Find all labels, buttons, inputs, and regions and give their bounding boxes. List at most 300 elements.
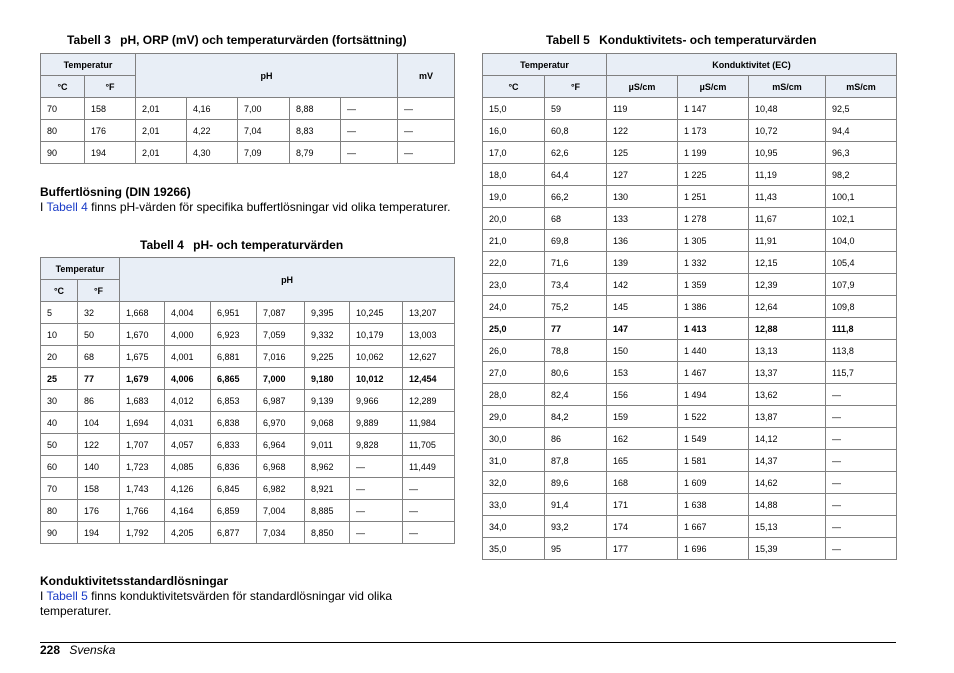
table-cell: — bbox=[341, 142, 398, 164]
table-cell: 10,062 bbox=[350, 346, 403, 368]
table-row bbox=[41, 522, 455, 544]
table-cell: 18,0 bbox=[483, 164, 545, 186]
table-cell: 109,8 bbox=[826, 296, 897, 318]
table-cell: 1 413 bbox=[678, 318, 749, 340]
table-cell: 12,15 bbox=[749, 252, 826, 274]
table-row bbox=[41, 142, 455, 164]
table-cell: 11,449 bbox=[403, 456, 455, 478]
table-row bbox=[41, 390, 455, 412]
table5-caption-number: Tabell 5 bbox=[546, 33, 590, 47]
table-cell: 86 bbox=[545, 428, 607, 450]
table-cell: 1,694 bbox=[120, 412, 165, 434]
table-cell: 171 bbox=[607, 494, 678, 516]
table-cell: 14,62 bbox=[749, 472, 826, 494]
table-cell: 8,88 bbox=[290, 98, 341, 120]
table-cell: 90 bbox=[41, 142, 85, 164]
page-number: 228 bbox=[40, 643, 61, 657]
table-cell: 12,39 bbox=[749, 274, 826, 296]
table-cell: 139 bbox=[607, 252, 678, 274]
table-cell: 23,0 bbox=[483, 274, 545, 296]
table-row bbox=[483, 428, 897, 450]
table-cell: 100,1 bbox=[826, 186, 897, 208]
table-cell: 11,43 bbox=[749, 186, 826, 208]
table3-header-mv: mV bbox=[398, 54, 455, 98]
table-cell: 14,88 bbox=[749, 494, 826, 516]
table-cell: 68 bbox=[78, 346, 120, 368]
table-cell: 104 bbox=[78, 412, 120, 434]
table4-header-celsius: °C bbox=[41, 280, 78, 302]
table-cell: 8,962 bbox=[305, 456, 350, 478]
table-cell: 156 bbox=[607, 384, 678, 406]
table-row bbox=[483, 494, 897, 516]
table5-header-fahrenheit: °F bbox=[545, 76, 607, 98]
table-cell: 93,2 bbox=[545, 516, 607, 538]
table-cell: 8,850 bbox=[305, 522, 350, 544]
table-cell: 2,01 bbox=[136, 120, 187, 142]
table-cell: 78,8 bbox=[545, 340, 607, 362]
table-cell: 1,707 bbox=[120, 434, 165, 456]
table-cell: 15,0 bbox=[483, 98, 545, 120]
table-row bbox=[483, 340, 897, 362]
table-cell: 4,126 bbox=[165, 478, 211, 500]
table-cell: 9,225 bbox=[305, 346, 350, 368]
table-cell: 11,19 bbox=[749, 164, 826, 186]
table-cell: 9,068 bbox=[305, 412, 350, 434]
table-row bbox=[483, 362, 897, 384]
table-cell: — bbox=[826, 428, 897, 450]
table-cell: 6,987 bbox=[257, 390, 305, 412]
table-cell: 6,970 bbox=[257, 412, 305, 434]
page-language: Svenska bbox=[69, 643, 116, 657]
table-cell: 1,679 bbox=[120, 368, 165, 390]
table-cell: 82,4 bbox=[545, 384, 607, 406]
table-cell: 6,865 bbox=[211, 368, 257, 390]
table-cell: 13,87 bbox=[749, 406, 826, 428]
table-cell: 9,180 bbox=[305, 368, 350, 390]
table-cell: 98,2 bbox=[826, 164, 897, 186]
table-cell: 77 bbox=[78, 368, 120, 390]
table-cell: 2,01 bbox=[136, 142, 187, 164]
table-cell: 1,668 bbox=[120, 302, 165, 324]
table-cell: 130 bbox=[607, 186, 678, 208]
table5-header-ms-cm-2: mS/cm bbox=[826, 76, 897, 98]
table-cell: 29,0 bbox=[483, 406, 545, 428]
table-cell: 7,00 bbox=[238, 98, 290, 120]
conductivity-text-pre: I bbox=[40, 589, 47, 603]
table-cell: 177 bbox=[607, 538, 678, 560]
table-cell: 176 bbox=[78, 500, 120, 522]
table-cell: 162 bbox=[607, 428, 678, 450]
table-cell: 153 bbox=[607, 362, 678, 384]
table-cell: 9,011 bbox=[305, 434, 350, 456]
table-cell: 75,2 bbox=[545, 296, 607, 318]
table-cell: 133 bbox=[607, 208, 678, 230]
buffer-text-pre: I bbox=[40, 200, 47, 214]
table-cell: 33,0 bbox=[483, 494, 545, 516]
table-cell: 13,13 bbox=[749, 340, 826, 362]
table-row bbox=[483, 98, 897, 120]
table-row bbox=[483, 142, 897, 164]
table-row bbox=[483, 472, 897, 494]
table-cell: — bbox=[826, 406, 897, 428]
table-row bbox=[41, 346, 455, 368]
table5 bbox=[482, 53, 897, 560]
table-cell: 159 bbox=[607, 406, 678, 428]
table-cell: 68 bbox=[545, 208, 607, 230]
table-cell: 30 bbox=[41, 390, 78, 412]
table-cell: 4,000 bbox=[165, 324, 211, 346]
table-cell: 4,16 bbox=[187, 98, 238, 120]
table4-header-ph: pH bbox=[120, 258, 455, 302]
table-cell: 1 251 bbox=[678, 186, 749, 208]
table-cell: 32 bbox=[78, 302, 120, 324]
table-cell: 158 bbox=[85, 98, 136, 120]
table4-caption-number: Tabell 4 bbox=[140, 238, 184, 252]
table-cell: 4,057 bbox=[165, 434, 211, 456]
table-cell: 1 667 bbox=[678, 516, 749, 538]
table-cell: — bbox=[350, 522, 403, 544]
table-cell: 13,62 bbox=[749, 384, 826, 406]
table-cell: 6,951 bbox=[211, 302, 257, 324]
table-cell: 71,6 bbox=[545, 252, 607, 274]
table-cell: 1,723 bbox=[120, 456, 165, 478]
table-row bbox=[483, 538, 897, 560]
table-cell: 50 bbox=[78, 324, 120, 346]
table-row bbox=[41, 368, 455, 390]
table-cell: 14,37 bbox=[749, 450, 826, 472]
table4-caption bbox=[140, 238, 343, 252]
table-cell: 9,395 bbox=[305, 302, 350, 324]
table-cell: 13,37 bbox=[749, 362, 826, 384]
table-cell: — bbox=[403, 500, 455, 522]
table5-caption-text: Konduktivitets- och temperaturvärden bbox=[599, 33, 817, 47]
table5-header-us-cm-1: µS/cm bbox=[607, 76, 678, 98]
table-cell: 24,0 bbox=[483, 296, 545, 318]
table-cell: 6,845 bbox=[211, 478, 257, 500]
table-cell: 1 147 bbox=[678, 98, 749, 120]
table-cell: 19,0 bbox=[483, 186, 545, 208]
buffer-text-post: finns pH-värden för specifika buffertlösningar vid olika temperaturer. bbox=[87, 200, 451, 214]
table-cell: 6,859 bbox=[211, 500, 257, 522]
table4-header-temperature: Temperatur bbox=[41, 258, 120, 280]
table-cell: 31,0 bbox=[483, 450, 545, 472]
table-row bbox=[483, 516, 897, 538]
table-cell: 17,0 bbox=[483, 142, 545, 164]
table3-header-celsius: °C bbox=[41, 76, 85, 98]
table-cell: 34,0 bbox=[483, 516, 545, 538]
buffer-paragraph bbox=[40, 200, 454, 215]
table-cell: 40 bbox=[41, 412, 78, 434]
table-cell: 4,205 bbox=[165, 522, 211, 544]
table-cell: 16,0 bbox=[483, 120, 545, 142]
table-cell: 10,48 bbox=[749, 98, 826, 120]
table-cell: 102,1 bbox=[826, 208, 897, 230]
table-cell: 4,012 bbox=[165, 390, 211, 412]
table-cell: 1 386 bbox=[678, 296, 749, 318]
table-cell: 174 bbox=[607, 516, 678, 538]
table-cell: 1 638 bbox=[678, 494, 749, 516]
table-cell: 28,0 bbox=[483, 384, 545, 406]
table-row bbox=[41, 456, 455, 478]
table-cell: 1 332 bbox=[678, 252, 749, 274]
table-cell: 142 bbox=[607, 274, 678, 296]
table-cell: 1 359 bbox=[678, 274, 749, 296]
table-cell: 4,085 bbox=[165, 456, 211, 478]
table5-header-us-cm-2: µS/cm bbox=[678, 76, 749, 98]
table-row bbox=[483, 164, 897, 186]
table-cell: — bbox=[341, 120, 398, 142]
table-cell: 69,8 bbox=[545, 230, 607, 252]
table-cell: 12,627 bbox=[403, 346, 455, 368]
table-cell: — bbox=[398, 98, 455, 120]
table-cell: — bbox=[350, 500, 403, 522]
table-row bbox=[483, 406, 897, 428]
table-cell: 59 bbox=[545, 98, 607, 120]
table-cell: 115,7 bbox=[826, 362, 897, 384]
table-cell: 13,003 bbox=[403, 324, 455, 346]
table-cell: 136 bbox=[607, 230, 678, 252]
table-cell: 9,332 bbox=[305, 324, 350, 346]
table-cell: 27,0 bbox=[483, 362, 545, 384]
table-cell: 4,004 bbox=[165, 302, 211, 324]
table-cell: — bbox=[398, 142, 455, 164]
table-cell: 9,828 bbox=[350, 434, 403, 456]
table3-header-ph: pH bbox=[136, 54, 398, 98]
conductivity-text-post: finns konduktivitetsvärden för standardlösningar vid olika temperaturer. bbox=[40, 589, 392, 618]
table-cell: 1,670 bbox=[120, 324, 165, 346]
table-cell: 1 225 bbox=[678, 164, 749, 186]
table-row bbox=[483, 120, 897, 142]
table-row bbox=[41, 478, 455, 500]
table-cell: 6,836 bbox=[211, 456, 257, 478]
table-cell: 127 bbox=[607, 164, 678, 186]
conductivity-section-title: Konduktivitetsstandardlösningar bbox=[40, 574, 229, 588]
table-cell: 8,79 bbox=[290, 142, 341, 164]
table-cell: 5 bbox=[41, 302, 78, 324]
table-cell: 1,743 bbox=[120, 478, 165, 500]
table3-caption-number: Tabell 3 bbox=[67, 33, 111, 47]
table-cell: 10,245 bbox=[350, 302, 403, 324]
table-cell: 1,675 bbox=[120, 346, 165, 368]
table-cell: 96,3 bbox=[826, 142, 897, 164]
table-cell: — bbox=[403, 522, 455, 544]
table-cell: 25,0 bbox=[483, 318, 545, 340]
table-cell: 7,016 bbox=[257, 346, 305, 368]
table-cell: — bbox=[403, 478, 455, 500]
table-cell: 14,12 bbox=[749, 428, 826, 450]
table5-header-conductivity: Konduktivitet (EC) bbox=[607, 54, 897, 76]
table-cell: 1 440 bbox=[678, 340, 749, 362]
table-cell: 7,09 bbox=[238, 142, 290, 164]
table-cell: 122 bbox=[607, 120, 678, 142]
table-cell: 7,059 bbox=[257, 324, 305, 346]
table-cell: 1,683 bbox=[120, 390, 165, 412]
table-cell: 6,833 bbox=[211, 434, 257, 456]
table-cell: 1 467 bbox=[678, 362, 749, 384]
table-row bbox=[483, 450, 897, 472]
table-cell: — bbox=[350, 478, 403, 500]
table-cell: — bbox=[826, 516, 897, 538]
table-cell: 12,454 bbox=[403, 368, 455, 390]
table-cell: 1 581 bbox=[678, 450, 749, 472]
table-cell: 6,982 bbox=[257, 478, 305, 500]
table-cell: 168 bbox=[607, 472, 678, 494]
table5-caption bbox=[546, 33, 817, 47]
table-row bbox=[41, 324, 455, 346]
table-cell: 73,4 bbox=[545, 274, 607, 296]
table3 bbox=[40, 53, 455, 164]
table-cell: 2,01 bbox=[136, 98, 187, 120]
table-cell: 150 bbox=[607, 340, 678, 362]
page-footer bbox=[40, 643, 115, 657]
table-cell: 95 bbox=[545, 538, 607, 560]
table-cell: 26,0 bbox=[483, 340, 545, 362]
table-cell: 119 bbox=[607, 98, 678, 120]
table-cell: 10,179 bbox=[350, 324, 403, 346]
table-cell: 158 bbox=[78, 478, 120, 500]
table-cell: — bbox=[350, 456, 403, 478]
table-cell: 6,964 bbox=[257, 434, 305, 456]
table-cell: 1 549 bbox=[678, 428, 749, 450]
table-cell: — bbox=[826, 472, 897, 494]
table-cell: 66,2 bbox=[545, 186, 607, 208]
table-cell: 8,885 bbox=[305, 500, 350, 522]
table-cell: 11,67 bbox=[749, 208, 826, 230]
table3-caption bbox=[67, 33, 407, 47]
table-cell: 11,705 bbox=[403, 434, 455, 456]
table-cell: 7,034 bbox=[257, 522, 305, 544]
table5-header-ms-cm-1: mS/cm bbox=[749, 76, 826, 98]
table5-link[interactable]: Tabell 5 bbox=[46, 589, 88, 603]
table-cell: 64,4 bbox=[545, 164, 607, 186]
table-cell: 4,006 bbox=[165, 368, 211, 390]
table-cell: 6,881 bbox=[211, 346, 257, 368]
table3-header-temperature: Temperatur bbox=[41, 54, 136, 76]
table-cell: 70 bbox=[41, 478, 78, 500]
table-cell: 145 bbox=[607, 296, 678, 318]
table-cell: 10,012 bbox=[350, 368, 403, 390]
table-cell: 7,04 bbox=[238, 120, 290, 142]
table-cell: 1,792 bbox=[120, 522, 165, 544]
table-cell: 60 bbox=[41, 456, 78, 478]
table3-caption-text: pH, ORP (mV) och temperaturvärden (fortsättning) bbox=[120, 33, 407, 47]
table4-caption-text: pH- och temperaturvärden bbox=[193, 238, 344, 252]
table4 bbox=[40, 257, 455, 544]
table-cell: 7,004 bbox=[257, 500, 305, 522]
table4-header-fahrenheit: °F bbox=[78, 280, 120, 302]
table-cell: 7,087 bbox=[257, 302, 305, 324]
table-cell: 94,4 bbox=[826, 120, 897, 142]
table-row bbox=[41, 412, 455, 434]
table-cell: — bbox=[826, 494, 897, 516]
table-cell: 111,8 bbox=[826, 318, 897, 340]
footer-rule bbox=[40, 642, 896, 643]
table-row bbox=[41, 98, 455, 120]
table-row bbox=[483, 252, 897, 274]
table-cell: 80 bbox=[41, 500, 78, 522]
table3-header-fahrenheit: °F bbox=[85, 76, 136, 98]
table-cell: 194 bbox=[78, 522, 120, 544]
table-cell: 77 bbox=[545, 318, 607, 340]
table-cell: 140 bbox=[78, 456, 120, 478]
table-cell: 9,966 bbox=[350, 390, 403, 412]
table-cell: 194 bbox=[85, 142, 136, 164]
table-cell: 6,968 bbox=[257, 456, 305, 478]
table-row bbox=[41, 500, 455, 522]
table-cell: 4,031 bbox=[165, 412, 211, 434]
table-cell: 1,766 bbox=[120, 500, 165, 522]
table-cell: 6,853 bbox=[211, 390, 257, 412]
table-cell: 1 278 bbox=[678, 208, 749, 230]
table-cell: 11,984 bbox=[403, 412, 455, 434]
table-cell: 21,0 bbox=[483, 230, 545, 252]
table-cell: 87,8 bbox=[545, 450, 607, 472]
table-cell: 15,13 bbox=[749, 516, 826, 538]
table-cell: 4,001 bbox=[165, 346, 211, 368]
table-cell: 122 bbox=[78, 434, 120, 456]
table-row bbox=[483, 208, 897, 230]
table-cell: 20,0 bbox=[483, 208, 545, 230]
table-cell: 10,72 bbox=[749, 120, 826, 142]
table-cell: 62,6 bbox=[545, 142, 607, 164]
table-cell: 1 305 bbox=[678, 230, 749, 252]
table-cell: 1 494 bbox=[678, 384, 749, 406]
table-cell: — bbox=[398, 120, 455, 142]
table-cell: 1 199 bbox=[678, 142, 749, 164]
table-cell: 9,139 bbox=[305, 390, 350, 412]
table-row bbox=[41, 434, 455, 456]
table-cell: 6,877 bbox=[211, 522, 257, 544]
table-cell: 15,39 bbox=[749, 538, 826, 560]
table-cell: 10,95 bbox=[749, 142, 826, 164]
table-cell: — bbox=[341, 98, 398, 120]
table-cell: 105,4 bbox=[826, 252, 897, 274]
table-row bbox=[41, 120, 455, 142]
table-cell: 147 bbox=[607, 318, 678, 340]
table5-header-celsius: °C bbox=[483, 76, 545, 98]
table-cell: 70 bbox=[41, 98, 85, 120]
table-cell: 125 bbox=[607, 142, 678, 164]
table-cell: 35,0 bbox=[483, 538, 545, 560]
table-row bbox=[483, 274, 897, 296]
table-cell: 92,5 bbox=[826, 98, 897, 120]
table-cell: 8,83 bbox=[290, 120, 341, 142]
table-row bbox=[483, 296, 897, 318]
conductivity-paragraph bbox=[40, 589, 454, 619]
table-cell: 90 bbox=[41, 522, 78, 544]
table-cell: 20 bbox=[41, 346, 78, 368]
table-cell: 13,207 bbox=[403, 302, 455, 324]
table-cell: 4,30 bbox=[187, 142, 238, 164]
table-cell: 84,2 bbox=[545, 406, 607, 428]
table-cell: 1 609 bbox=[678, 472, 749, 494]
table-cell: 4,164 bbox=[165, 500, 211, 522]
table-cell: 60,8 bbox=[545, 120, 607, 142]
table-cell: 80 bbox=[41, 120, 85, 142]
table4-link[interactable]: Tabell 4 bbox=[46, 200, 88, 214]
table-cell: 86 bbox=[78, 390, 120, 412]
table-cell: 9,889 bbox=[350, 412, 403, 434]
table-cell: 7,000 bbox=[257, 368, 305, 390]
table-cell: 10 bbox=[41, 324, 78, 346]
table-row bbox=[483, 230, 897, 252]
table-cell: 107,9 bbox=[826, 274, 897, 296]
table-row bbox=[483, 186, 897, 208]
table-cell: 176 bbox=[85, 120, 136, 142]
table-cell: 1 522 bbox=[678, 406, 749, 428]
table-cell: 22,0 bbox=[483, 252, 545, 274]
table-cell: 32,0 bbox=[483, 472, 545, 494]
